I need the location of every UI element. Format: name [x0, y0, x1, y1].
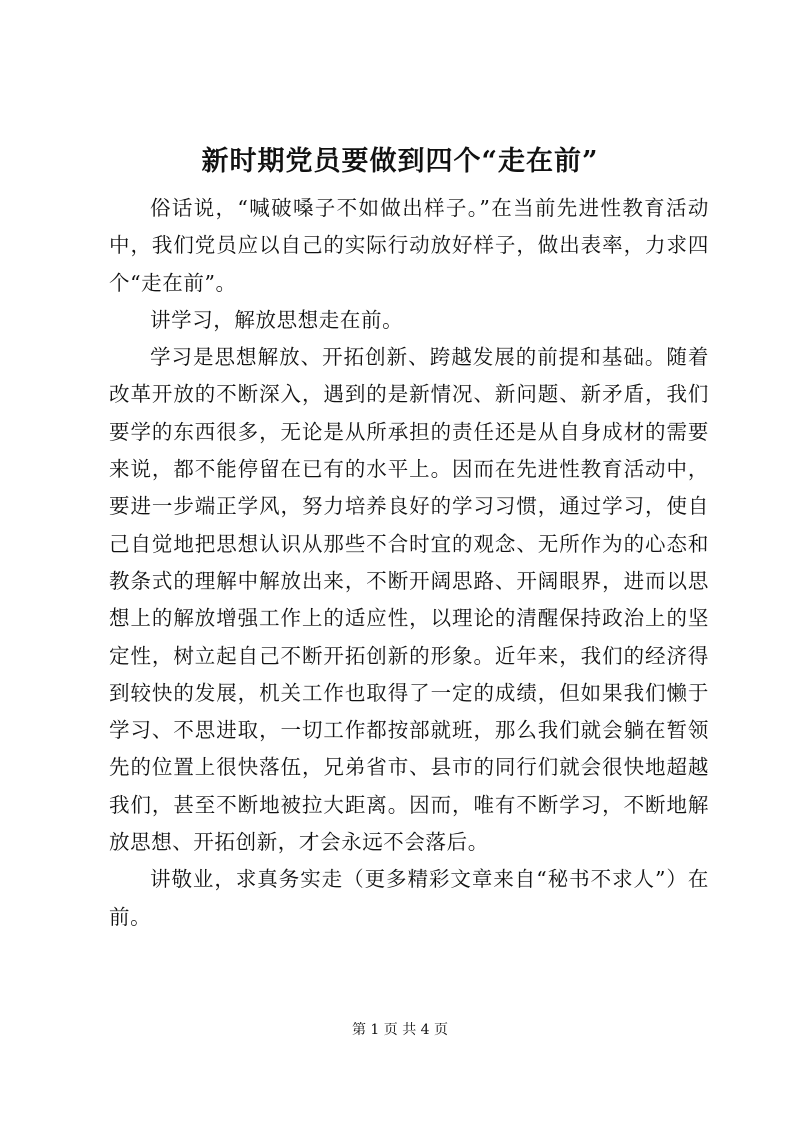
paragraph-heading-dedication: 讲敬业，求真务实走（更多精彩文章来自“秘书不求人”）在前。 — [109, 867, 709, 929]
paragraph-heading-study: 讲学习，解放思想走在前。 — [150, 307, 404, 332]
paragraph-study-body: 学习是思想解放、开拓创新、跨越发展的前提和基础。随着改革开放的不断深入，遇到的是新情况、新问题、新矛盾，我们要学的东西很多，无论是从所承担的责任还是从自身成材的需要来说，都不能停留在已有的水平上。因而在先进性教育活动中，要进一步端正学风，努力培养良好的学习习惯，通过学习，使自己自觉地把思想认识从那些不合时宜的观念、无所作为的心态和教条式的理解中解放出来，不断开阔思路、开阔眼界，进而以思想上的解放增强工作上的适应性，以理论的清醒保持政治上的坚定性，树立起自己不断开拓创新的形象。近年来，我们的经济得到较快的发展，机关工作也取得了一定的成绩，但如果我们懒于学习、不思进取，一切工作都按部就班，那么我们就会躺在暂领先的位置上很快落伍，兄弟省市、县市的同行们就会很快地超越我们，甚至不断地被拉大距离。因而，唯有不断学习，不断地解放思想、开拓创新，才会永远不会落后。 — [109, 345, 709, 855]
paragraph-intro: 俗话说，“喊破嗓子不如做出样子。”在当前先进性教育活动中，我们党员应以自己的实际行动放好样子，做出表率，力求四个“走在前”。 — [109, 196, 709, 295]
document-body — [109, 190, 709, 936]
document-title: 新时期党员要做到四个“走在前” — [201, 146, 599, 177]
page-number-footer: 第 1 页 共 4 页 — [351, 1022, 449, 1038]
